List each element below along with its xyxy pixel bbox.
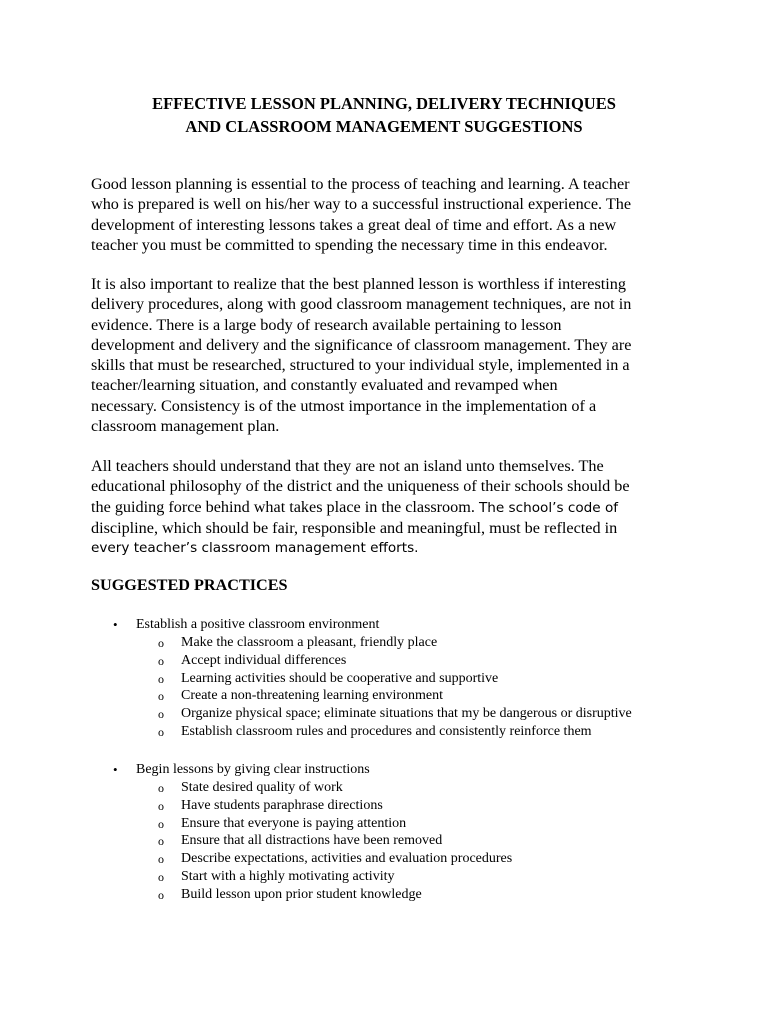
sub-item bbox=[0, 705, 768, 723]
section-heading: SUGGESTED PRACTICES bbox=[91, 576, 288, 594]
title-line: EFFECTIVE LESSON PLANNING, DELIVERY TECHNIQUES bbox=[152, 94, 616, 113]
bullet-item bbox=[0, 761, 768, 779]
circle-bullet-icon: o bbox=[158, 887, 164, 902]
paragraph-line: every teacher’s classroom management efforts. bbox=[91, 540, 419, 557]
paragraph-line: development of interesting lessons takes a great deal of time and effort. As a new bbox=[91, 215, 617, 234]
paragraph-line: necessary. Consistency is of the utmost importance in the implementation of a bbox=[91, 396, 597, 415]
sub-item bbox=[0, 850, 768, 868]
sub-item-label: Make the classroom a pleasant, friendly place bbox=[181, 635, 438, 650]
sub-item bbox=[0, 815, 768, 833]
paragraph-line: classroom management plan. bbox=[91, 417, 280, 436]
circle-bullet-icon: o bbox=[158, 834, 164, 849]
sub-item-label: Start with a highly motivating activity bbox=[181, 868, 395, 884]
paragraph-line: It is also important to realize that the best planned lesson is worthless if interesting bbox=[91, 275, 626, 293]
sub-item bbox=[0, 652, 768, 670]
sub-item-label: Learning activities should be cooperative and supportive bbox=[181, 670, 499, 686]
bullet-icon: • bbox=[113, 617, 118, 632]
bullet-group-2 bbox=[0, 761, 768, 904]
bullet-group-1 bbox=[0, 616, 768, 741]
paragraph-line: discipline, which should be fair, responsible and meaningful, must be reflected in bbox=[91, 518, 618, 537]
paragraph-line: teacher/learning situation, and constantly evaluated and revamped when bbox=[91, 376, 558, 395]
paragraph-segment: the guiding force behind what takes place in the classroom. bbox=[91, 497, 479, 516]
sub-item bbox=[0, 723, 768, 741]
sub-item-label: Accept individual differences bbox=[181, 652, 347, 668]
circle-bullet-icon: o bbox=[158, 869, 164, 884]
sub-item bbox=[0, 797, 768, 815]
paragraph-line: skills that must be researched, structured to your individual style, implemented in a bbox=[91, 356, 630, 375]
paragraph-line: teacher you must be committed to spending the necessary time in this endeavor. bbox=[91, 235, 608, 254]
circle-bullet-icon: o bbox=[158, 852, 164, 867]
circle-bullet-icon: o bbox=[158, 781, 164, 795]
circle-bullet-icon: o bbox=[158, 724, 164, 739]
sub-item-label: Organize physical space; eliminate situations that my be dangerous or disruptive bbox=[181, 706, 632, 722]
sub-item-label: Establish classroom rules and procedures and consistently reinforce them bbox=[181, 723, 592, 739]
sub-item bbox=[0, 687, 768, 705]
circle-bullet-icon: o bbox=[158, 798, 164, 813]
paragraph-line bbox=[91, 497, 671, 518]
sub-item-label: State desired quality of work bbox=[181, 780, 343, 795]
sub-item-label: Have students paraphrase directions bbox=[181, 797, 383, 813]
sub-item bbox=[0, 779, 768, 797]
paragraph-line: evidence. There is a large body of research available pertaining to lesson bbox=[91, 315, 562, 334]
sub-item bbox=[0, 634, 768, 652]
sub-item-label: Describe expectations, activities and evaluation procedures bbox=[181, 851, 513, 867]
circle-bullet-icon: o bbox=[158, 671, 164, 686]
bullet-label: Begin lessons by giving clear instructions bbox=[136, 762, 370, 777]
paragraph-3 bbox=[91, 456, 671, 558]
circle-bullet-icon: o bbox=[158, 636, 164, 650]
sub-item bbox=[0, 832, 768, 850]
sub-item bbox=[0, 886, 768, 904]
circle-bullet-icon: o bbox=[158, 653, 164, 668]
document-title bbox=[0, 92, 768, 138]
bullet-label: Establish a positive classroom environment bbox=[136, 617, 380, 632]
sub-item bbox=[0, 670, 768, 688]
bullet-item bbox=[0, 616, 768, 634]
circle-bullet-icon: o bbox=[158, 816, 164, 831]
paragraph-1 bbox=[91, 174, 671, 255]
sub-item-label: Create a non-threatening learning environment bbox=[181, 688, 444, 704]
sub-item bbox=[0, 868, 768, 886]
sub-item-label: Ensure that all distractions have been removed bbox=[181, 833, 443, 849]
paragraph-line: who is prepared is well on his/her way to a successful instructional experience. The bbox=[91, 195, 632, 214]
circle-bullet-icon: o bbox=[158, 707, 164, 722]
sub-item-label: Build lesson upon prior student knowledge bbox=[181, 886, 422, 902]
bullet-icon: • bbox=[113, 762, 118, 777]
paragraph-line: educational philosophy of the district and the uniqueness of their schools should be bbox=[91, 477, 630, 496]
paragraph-line: All teachers should understand that they are not an island unto themselves. The bbox=[91, 457, 604, 475]
paragraph-line: Good lesson planning is essential to the process of teaching and learning. A teacher bbox=[91, 175, 630, 193]
paragraph-2 bbox=[91, 274, 671, 436]
title-line: AND CLASSROOM MANAGEMENT SUGGESTIONS bbox=[185, 117, 583, 136]
paragraph-line: delivery procedures, along with good classroom management techniques, are not in bbox=[91, 295, 632, 314]
paragraph-line: development and delivery and the significance of classroom management. They are bbox=[91, 335, 632, 354]
paragraph-segment-sans: The school’s code of bbox=[478, 499, 619, 516]
circle-bullet-icon: o bbox=[158, 689, 164, 704]
sub-item-label: Ensure that everyone is paying attention bbox=[181, 815, 407, 831]
